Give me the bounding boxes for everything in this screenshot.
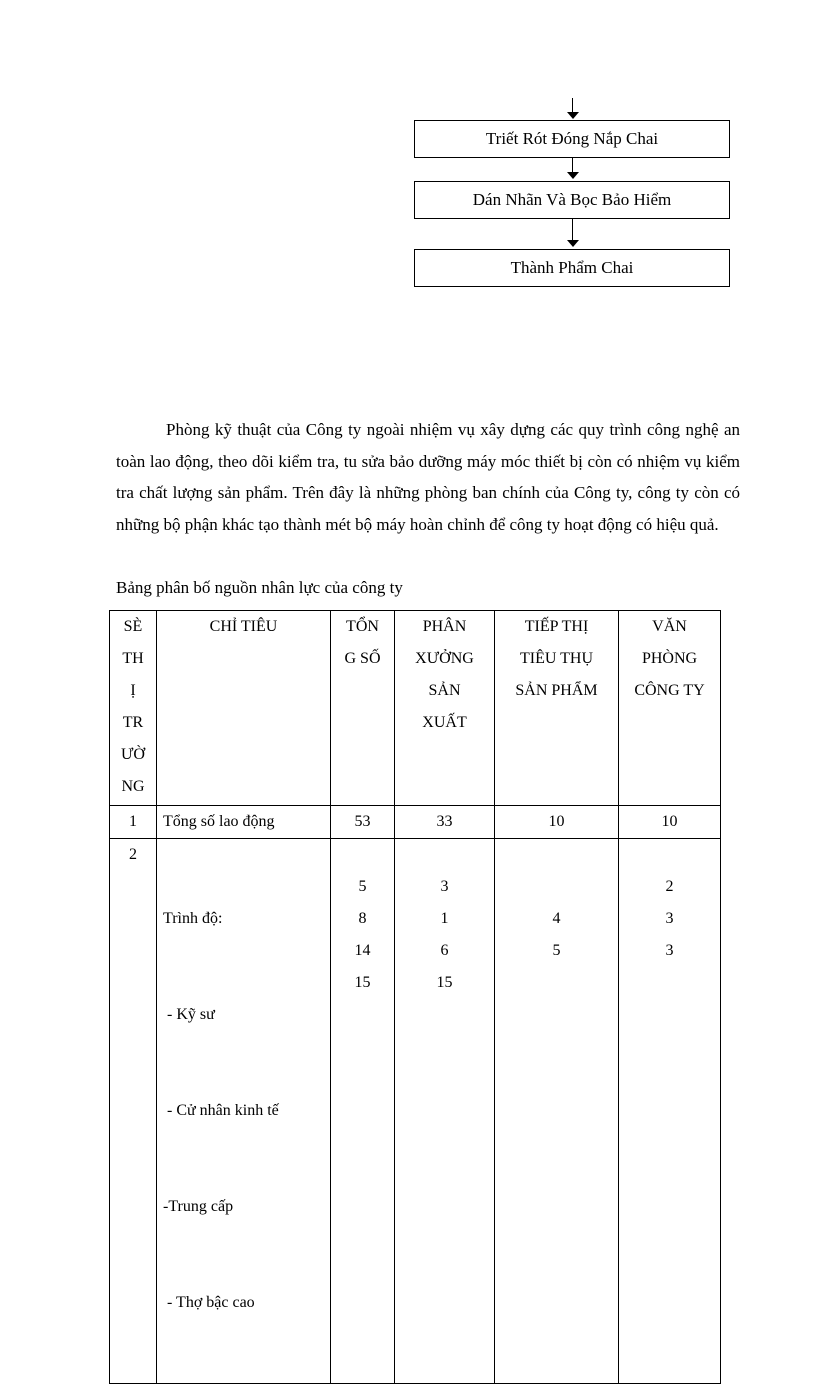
header-marketing: TIẾP THỊ TIÊU THỤ SẢN PHẨM: [495, 611, 619, 806]
flow-step-finished-bottle: [414, 249, 730, 287]
table-caption: Bảng phân bố nguồn nhân lực của công ty: [116, 578, 403, 597]
arrow-down-icon: [566, 158, 580, 180]
hr-distribution-table: [109, 610, 721, 1384]
qualification-factory: 3 1 6 15: [395, 839, 495, 1384]
qualification-office: 2 3 3: [619, 839, 721, 1384]
header-criteria: CHỈ TIÊU: [157, 611, 331, 806]
header-total: TỔN G SỐ: [331, 611, 395, 806]
flow-step-fill-cap: [414, 120, 730, 158]
body-paragraph: Phòng kỹ thuật của Công ty ngoài nhiệm vụ xây dựng các quy trình công nghệ an toàn lao động, theo dõi kiểm tra, tu sửa bảo dưỡng máy móc thiết bị còn có nhiệm vụ kiểm tra chất lượng sản phẩm. Trên đây là những phòng ban chính của Công ty, công ty còn có những bộ phận khác tạo thành mét bộ máy hoàn chỉnh để công ty hoạt động có hiệu quả.: [116, 420, 740, 534]
header-factory: PHÂN XƯỞNG SẢN XUẤT: [395, 611, 495, 806]
table-header-row: [110, 611, 721, 806]
arrow-down-icon: [566, 219, 580, 249]
flow-step-label: Triết Rót Đóng Nắp Chai: [485, 129, 659, 148]
flow-step-label-wrap: [414, 181, 730, 219]
flow-step-label: Dán Nhãn Và Bọc Bảo Hiểm: [472, 190, 672, 209]
header-stt: SÈ TH Ị TR ƯỜ NG: [110, 611, 157, 806]
qualification-totals: 5 8 14 15: [331, 839, 395, 1384]
qualification-marketing: 4 5: [495, 839, 619, 1384]
flow-step-label: Thành Phẩm Chai: [510, 258, 634, 277]
header-office: VĂN PHÒNG CÔNG TY: [619, 611, 721, 806]
table-row: 1 Tổng số lao động 53 33 10 10: [110, 806, 721, 839]
qualification-list: Trình độ: - Kỹ sư - Cử nhân kinh tế -Trung cấp - Thợ bậc cao: [157, 839, 331, 1384]
table-row: 2 Trình độ: - Kỹ sư - Cử nhân kinh tế -Trung cấp - Thợ bậc cao 5 8 14 15 3 1 6 15 4 5 2 3 3: [110, 839, 721, 1384]
arrow-down-icon: [566, 98, 580, 120]
